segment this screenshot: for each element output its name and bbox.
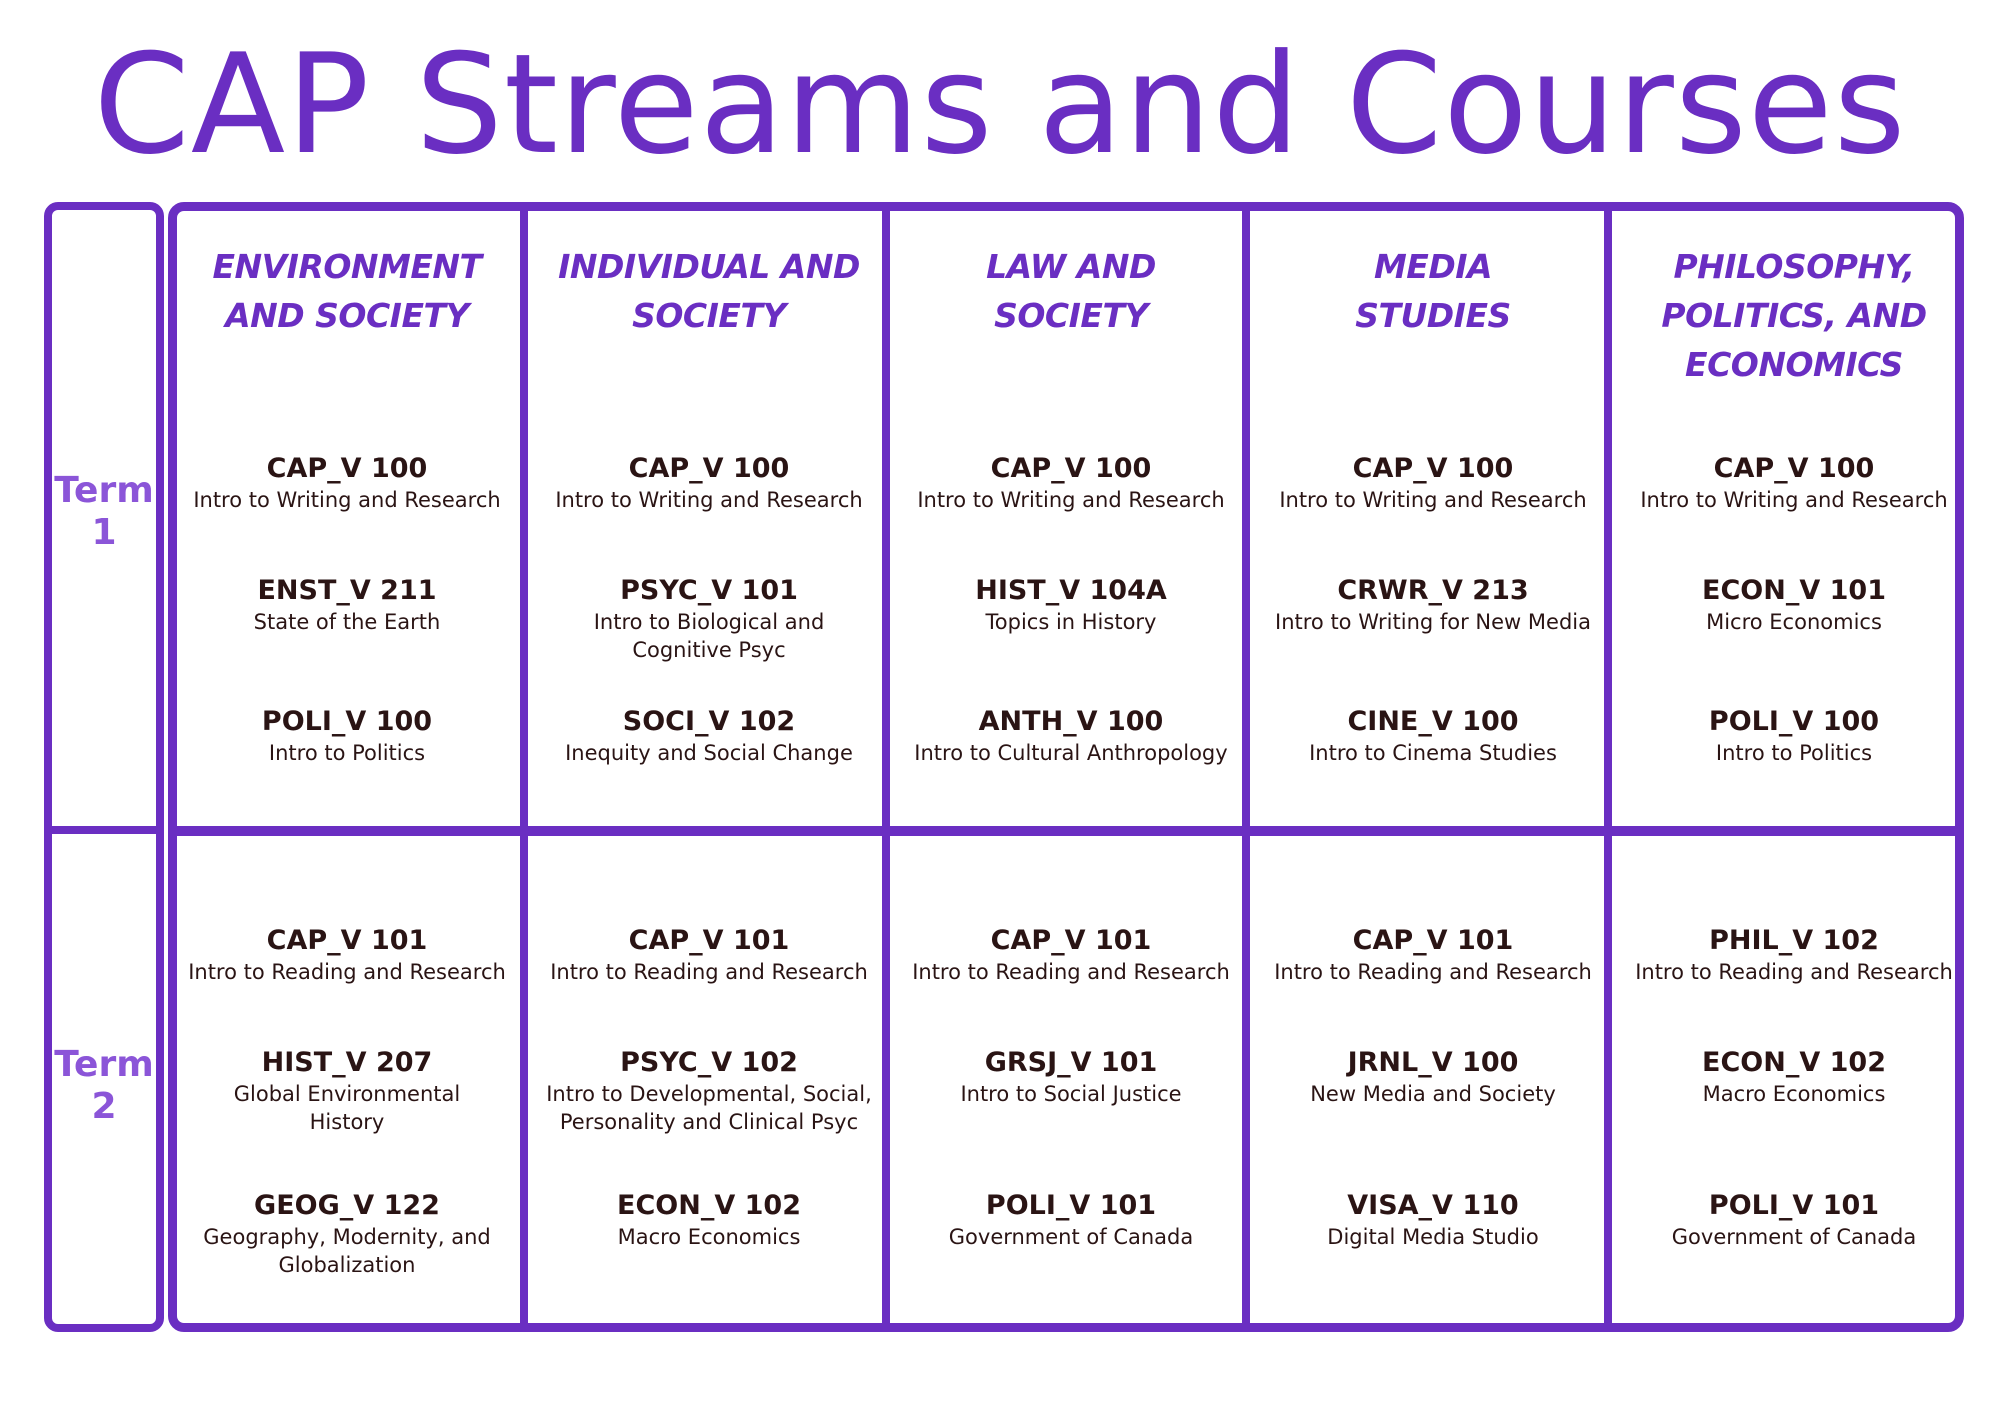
course-code: GRSJ_V 101 (984, 1047, 1158, 1078)
course-code: CAP_V 101 (990, 925, 1152, 956)
page-title: CAP Streams and Courses (93, 24, 1907, 185)
course-entry (1619, 924, 1969, 986)
course-name: Intro to Reading and Research (188, 960, 506, 984)
course-entry (1258, 705, 1608, 767)
course-entry (534, 924, 884, 986)
term-divider (44, 826, 164, 834)
course-code: ECON_V 102 (1702, 1047, 1886, 1078)
course-entry (172, 705, 522, 767)
course-code: JRNL_V 100 (1347, 1047, 1519, 1078)
course-code: GEOG_V 122 (254, 1190, 440, 1221)
course-entry (1619, 452, 1969, 514)
course-name: Intro to Writing and Research (1640, 488, 1948, 512)
course-entry (172, 574, 522, 636)
course-entry (896, 1189, 1246, 1251)
course-entry (172, 924, 522, 986)
course-code: CINE_V 100 (1347, 706, 1519, 737)
column-divider (520, 202, 528, 1332)
course-code: CAP_V 100 (1352, 453, 1514, 484)
course-name: Intro to Writing and Research (917, 488, 1225, 512)
course-entry (1619, 574, 1969, 636)
course-entry (534, 705, 884, 767)
course-entry (172, 1046, 522, 1136)
course-code: PHIL_V 102 (1709, 925, 1879, 956)
course-entry (1619, 1189, 1969, 1251)
course-code: ECON_V 101 (1702, 575, 1886, 606)
course-entry (896, 1046, 1246, 1108)
course-code: POLI_V 101 (1708, 1190, 1880, 1221)
course-name: Geography, Modernity, and Globalization (203, 1225, 491, 1277)
course-entry (1619, 705, 1969, 767)
course-entry (172, 1189, 522, 1279)
course-name: Intro to Biological and Cognitive Psyc (593, 610, 825, 662)
course-entry (534, 1189, 884, 1251)
course-code: POLI_V 100 (1708, 706, 1880, 737)
course-name: Intro to Cinema Studies (1309, 741, 1557, 765)
course-entry (534, 452, 884, 514)
stream-heading: INDIVIDUAL AND SOCIETY (558, 247, 860, 335)
course-name: Intro to Developmental, Social, Personality and Clinical Psyc (546, 1082, 872, 1134)
stream-heading: LAW AND SOCIETY (986, 247, 1156, 335)
course-name: Intro to Writing and Research (193, 488, 501, 512)
course-code: PSYC_V 101 (620, 575, 798, 606)
course-name: New Media and Society (1310, 1082, 1556, 1106)
course-name: Intro to Social Justice (960, 1082, 1182, 1106)
course-code: VISA_V 110 (1347, 1190, 1519, 1221)
course-name: Intro to Reading and Research (1274, 960, 1592, 984)
course-code: ENST_V 211 (257, 575, 437, 606)
course-name: Intro to Politics (268, 741, 426, 765)
course-entry (172, 452, 522, 514)
course-entry (1258, 574, 1608, 636)
term-row-divider (168, 826, 1964, 836)
course-entry (1258, 924, 1608, 986)
course-name: State of the Earth (253, 610, 441, 634)
course-entry (1258, 1046, 1608, 1108)
course-name: Intro to Politics (1715, 741, 1873, 765)
course-code: CAP_V 101 (628, 925, 790, 956)
course-code: CAP_V 101 (266, 925, 428, 956)
course-entry (896, 924, 1246, 986)
course-name: Micro Economics (1706, 610, 1882, 634)
course-name: Global Environmental History (233, 1082, 461, 1134)
course-name: Intro to Cultural Anthropology (914, 741, 1228, 765)
course-entry (534, 574, 884, 664)
stream-heading: ENVIRONMENT AND SOCIETY (212, 247, 482, 335)
column-divider (882, 202, 890, 1332)
stream-heading: PHILOSOPHY, POLITICS, AND ECONOMICS (1661, 247, 1927, 384)
term-1-label: Term 1 (54, 470, 154, 553)
course-name: Intro to Writing for New Media (1275, 610, 1591, 634)
course-entry (896, 705, 1246, 767)
course-code: POLI_V 100 (261, 706, 433, 737)
stream-heading: MEDIA STUDIES (1355, 247, 1511, 335)
course-name: Government of Canada (1671, 1225, 1917, 1249)
term-2-label: Term 2 (54, 1044, 154, 1127)
course-entry (1258, 1189, 1608, 1251)
course-name: Intro to Reading and Research (550, 960, 868, 984)
course-name: Inequity and Social Change (565, 741, 853, 765)
course-name: Digital Media Studio (1327, 1225, 1539, 1249)
course-code: HIST_V 207 (261, 1047, 433, 1078)
course-name: Intro to Writing and Research (1279, 488, 1587, 512)
course-name: Topics in History (985, 610, 1157, 634)
course-code: CAP_V 100 (628, 453, 790, 484)
course-entry (1619, 1046, 1969, 1108)
course-entry (1258, 452, 1608, 514)
term-column (44, 202, 164, 1332)
course-name: Intro to Reading and Research (1635, 960, 1953, 984)
course-name: Intro to Writing and Research (555, 488, 863, 512)
course-code: CAP_V 100 (990, 453, 1152, 484)
course-name: Macro Economics (617, 1225, 801, 1249)
column-divider (1242, 202, 1250, 1332)
course-name: Macro Economics (1702, 1082, 1886, 1106)
course-code: SOCI_V 102 (622, 706, 796, 737)
course-entry (896, 452, 1246, 514)
course-code: PSYC_V 102 (620, 1047, 798, 1078)
course-code: CRWR_V 213 (1337, 575, 1529, 606)
course-code: POLI_V 101 (985, 1190, 1157, 1221)
course-code: HIST_V 104A (975, 575, 1167, 606)
course-code: CAP_V 101 (1352, 925, 1514, 956)
course-entry (534, 1046, 884, 1136)
course-code: CAP_V 100 (1713, 453, 1875, 484)
course-name: Government of Canada (948, 1225, 1194, 1249)
course-grid (44, 202, 1964, 1332)
course-code: ECON_V 102 (617, 1190, 801, 1221)
course-name: Intro to Reading and Research (912, 960, 1230, 984)
course-code: ANTH_V 100 (978, 706, 1164, 737)
course-entry (896, 574, 1246, 636)
column-divider (1604, 202, 1612, 1332)
course-code: CAP_V 100 (266, 453, 428, 484)
